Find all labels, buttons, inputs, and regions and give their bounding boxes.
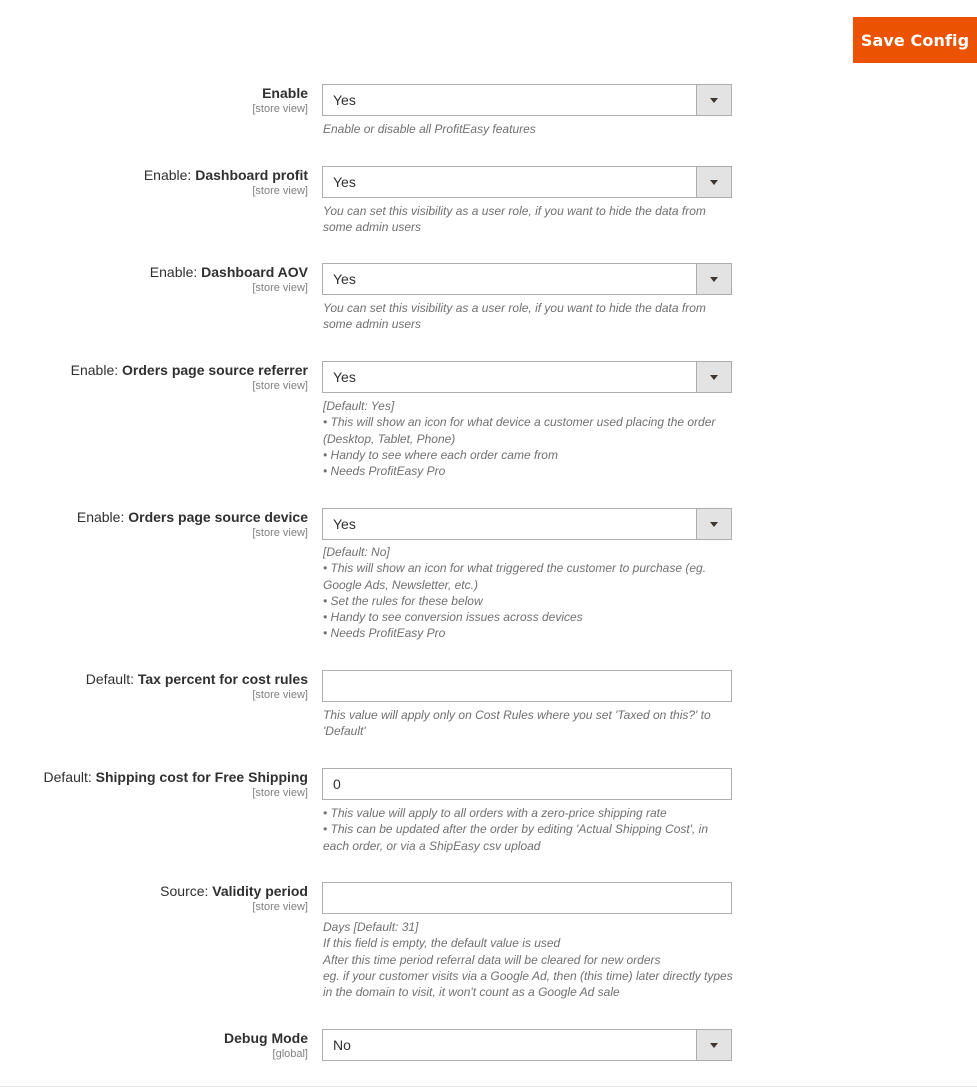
orders-page-source-device-note: [323, 544, 733, 642]
dashboard-aov-label: [150, 264, 308, 295]
save-config-button[interactable]: Save Config: [853, 17, 977, 63]
chevron-down-icon: [710, 180, 718, 185]
validity-period-label: [160, 883, 308, 914]
selected-value: Yes: [333, 369, 356, 385]
note-line: eg. if your customer visits via a Google Ad, then (this time) later directly types in the domain to visit, it won't count as a Google Ad sale: [323, 968, 733, 1000]
note-line: Enable or disable all ProfitEasy features: [323, 122, 536, 136]
debug-mode-select[interactable]: [322, 1029, 732, 1061]
note-line: • Needs ProfitEasy Pro: [323, 626, 446, 641]
selected-value: Yes: [333, 516, 356, 532]
scope-label: [store view]: [252, 901, 308, 913]
label-text: Tax percent for cost rules: [137, 671, 308, 687]
label-text: Enable: [262, 85, 308, 101]
label-prefix: Enable:: [70, 362, 123, 378]
note-line: • Handy to see conversion issues across devices: [323, 610, 583, 625]
dashboard-aov-select[interactable]: [322, 263, 732, 295]
label-text: Shipping cost for Free Shipping: [95, 769, 308, 785]
chevron-down-icon: [710, 375, 718, 380]
label-text: Orders page source device: [128, 509, 308, 525]
shipping-cost-for-free-shipping-label: [44, 769, 308, 800]
label-prefix: Enable:: [143, 167, 196, 183]
dropdown-toggle[interactable]: [696, 509, 731, 539]
note-line: • Needs ProfitEasy Pro: [323, 464, 446, 479]
input-value: 0: [333, 776, 341, 792]
chevron-down-icon: [710, 98, 718, 103]
label-text: Debug Mode: [224, 1030, 308, 1046]
note-line: [Default: Yes]: [323, 399, 395, 413]
label-text: Orders page source referrer: [122, 362, 308, 378]
scope-label: [store view]: [252, 103, 308, 115]
label-text: Validity period: [212, 883, 308, 899]
enable-select[interactable]: [322, 84, 732, 116]
label-prefix: Enable:: [76, 509, 129, 525]
dashboard-profit-label: [144, 167, 308, 198]
orders-page-source-referrer-note: [323, 398, 733, 479]
note-line: • This will show an icon for what triggered the customer to purchase (eg. Google Ads, Newsletter, etc.): [323, 561, 707, 592]
dropdown-toggle[interactable]: [696, 264, 731, 294]
chevron-down-icon: [710, 277, 718, 282]
label-prefix: Enable:: [149, 264, 202, 280]
orders-page-source-referrer-label: [71, 362, 308, 393]
scope-label: [global]: [272, 1048, 308, 1060]
label-prefix: Source:: [160, 883, 213, 899]
note-line: • This value will apply to all orders with a zero-price shipping rate: [323, 806, 667, 820]
selected-value: Yes: [333, 92, 356, 108]
scope-label: [store view]: [252, 282, 308, 294]
orders-page-source-device-label: [77, 509, 308, 540]
dropdown-toggle[interactable]: [696, 85, 731, 115]
dropdown-toggle[interactable]: [696, 167, 731, 197]
label-text: Dashboard AOV: [201, 264, 308, 280]
scope-label: [store view]: [252, 787, 308, 799]
shipping-cost-for-free-shipping-input[interactable]: [322, 768, 732, 800]
scope-label: [store view]: [252, 527, 308, 539]
selected-value: Yes: [333, 174, 356, 190]
note-line: If this field is empty, the default value is used: [323, 936, 561, 951]
note-line: • Handy to see where each order came from: [323, 447, 558, 462]
dashboard-profit-select[interactable]: [322, 166, 732, 198]
tax-percent-for-cost-rules-input[interactable]: [322, 670, 732, 702]
note-line: • This can be updated after the order by editing 'Actual Shipping Cost', in each order, or via a ShipEasy csv upload: [323, 822, 709, 853]
shipping-cost-for-free-shipping-note: [323, 805, 733, 854]
tax-percent-for-cost-rules-note: [323, 707, 733, 740]
note-line: This value will apply only on Cost Rules where you set 'Taxed on this?' to 'Default': [323, 708, 711, 739]
validity-period-input[interactable]: [322, 882, 732, 914]
label-prefix: Default:: [85, 671, 138, 687]
validity-period-note: [323, 919, 733, 1000]
scope-label: [store view]: [252, 185, 308, 197]
dropdown-toggle[interactable]: [696, 362, 731, 392]
note-line: You can set this visibility as a user role, if you want to hide the data from some admin users: [323, 301, 706, 332]
orders-page-source-device-select[interactable]: [322, 508, 732, 540]
enable-label: [252, 85, 308, 116]
selected-value: No: [333, 1037, 351, 1053]
divider: [0, 1086, 977, 1087]
dashboard-aov-note: [323, 300, 733, 333]
debug-mode-label: [224, 1030, 308, 1061]
dropdown-toggle[interactable]: [696, 1030, 731, 1060]
label-prefix: Default:: [43, 769, 96, 785]
dashboard-profit-note: [323, 203, 733, 236]
tax-percent-for-cost-rules-label: [86, 671, 308, 702]
note-line: After this time period referral data will be cleared for new orders: [323, 952, 661, 967]
note-line: • Set the rules for these below: [323, 593, 483, 608]
selected-value: Yes: [333, 271, 356, 287]
note-line: You can set this visibility as a user role, if you want to hide the data from some admin users: [323, 204, 706, 235]
enable-note: [323, 121, 733, 137]
orders-page-source-referrer-select[interactable]: [322, 361, 732, 393]
chevron-down-icon: [710, 522, 718, 527]
note-line: [Default: No]: [323, 545, 390, 559]
chevron-down-icon: [710, 1043, 718, 1048]
scope-label: [store view]: [252, 380, 308, 392]
label-text: Dashboard profit: [195, 167, 308, 183]
note-line: Days [Default: 31]: [323, 920, 419, 934]
scope-label: [store view]: [252, 689, 308, 701]
note-line: • This will show an icon for what device a customer used placing the order (Desktop, Tablet, Phone): [323, 415, 716, 446]
